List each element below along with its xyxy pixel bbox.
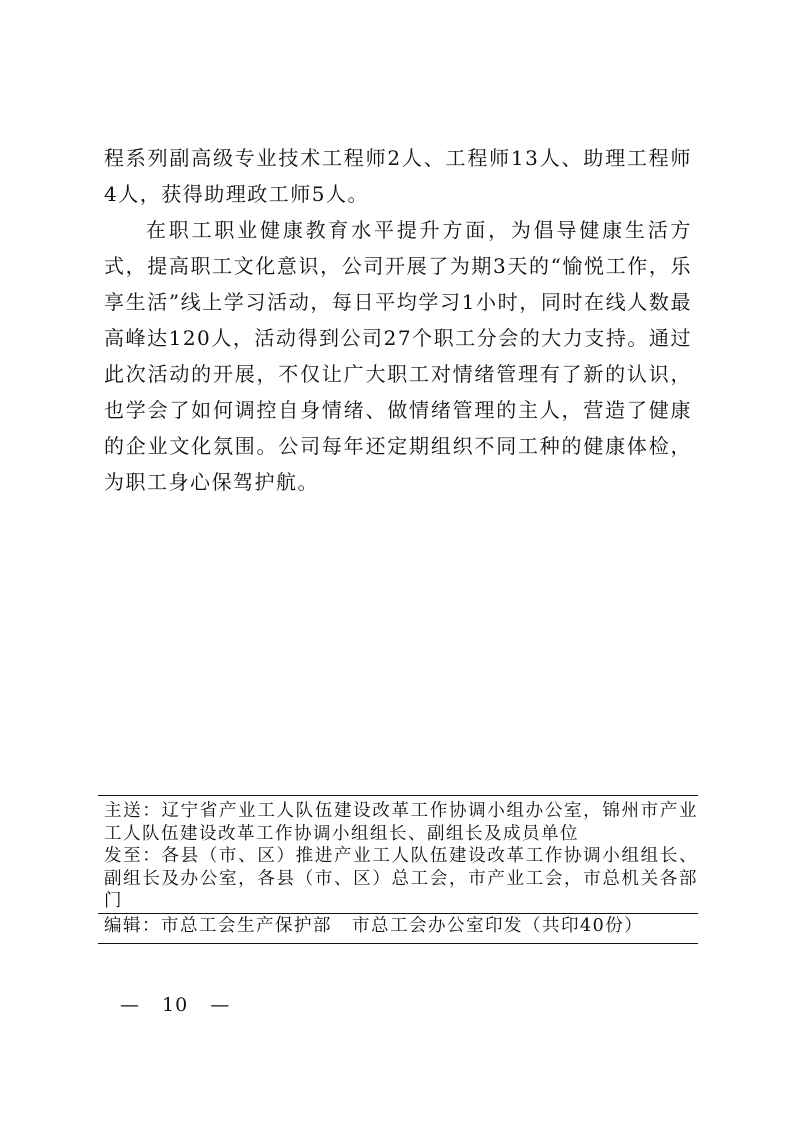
page-number-dash-right: — [210, 994, 231, 1016]
body-paragraph-1: 程系列副高级专业技术工程师2人、工程师13人、助理工程师4人，获得助理政工师5人。 [104, 146, 692, 206]
page-number-value: 10 [162, 994, 189, 1016]
issuer-label: 市总工会办公室印发（共印40份） [352, 915, 644, 936]
body-paragraph-2: 在职工职业健康教育水平提升方面，为倡导健康生活方式，提高职工文化意识，公司开展了为期3天的“愉悦工作，乐享生活”线上学习活动，每日平均学习1小时，同时在线人数最高峰达120人，活动得到公司27个职工分会的大力支持。通过此次活动的开展，不仅让广大职工对情绪管理有了新的认识，也学会了如何调控自身情绪、做情绪管理的主人，营造了健康的企业文化氛围。公司每年还定期组织不同工种的健康体检，为职工身心保驾护航。 [104, 218, 692, 494]
copy-to-line: 发至：各县（市、区）推进产业工人队伍建设改革工作协调小组组长、副组长及办公室，各县（市、区）总工会，市产业工会，市总机关各部门 [104, 846, 698, 911]
editor-issuer-line [98, 914, 698, 944]
footer-bottom-rule [98, 943, 698, 944]
distribution-footer [98, 795, 698, 944]
page-number-dash-left: — [120, 994, 140, 1016]
body-text [104, 140, 692, 500]
send-to-line: 主送：辽宁省产业工人队伍建设改革工作协调小组办公室，锦州市产业工人队伍建设改革工作协调小组组长、副组长及成员单位 [104, 801, 698, 844]
editor-label: 编辑：市总工会生产保护部 [104, 915, 332, 936]
page-number [120, 994, 230, 1016]
